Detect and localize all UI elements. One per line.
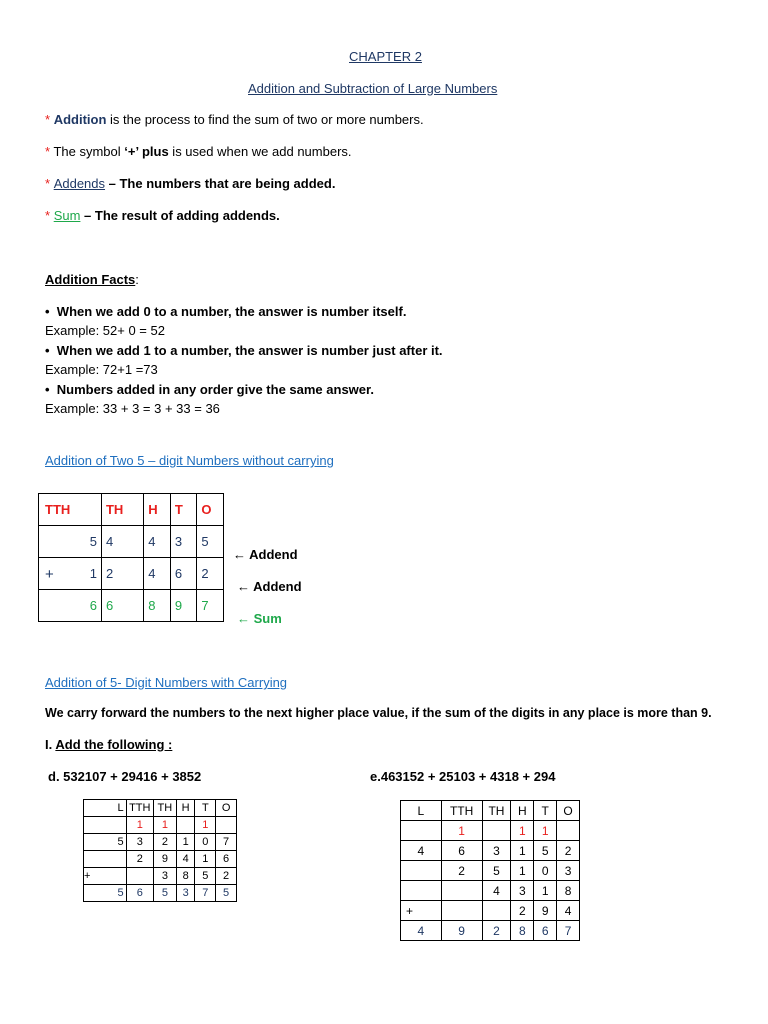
table-row [401, 881, 580, 901]
cell: 1 [176, 834, 195, 851]
cell: 7 [557, 921, 580, 941]
cell [401, 881, 442, 901]
table-row [84, 834, 237, 851]
header-tth: TTH [39, 494, 102, 526]
cell [84, 868, 127, 885]
plus-sign: + [406, 903, 414, 918]
cell: 4 [482, 881, 511, 901]
table-row [39, 526, 224, 558]
header-t: T [195, 800, 216, 817]
table-row [84, 851, 237, 868]
cell: 7 [197, 590, 224, 622]
cell: 5 [482, 861, 511, 881]
cell [401, 901, 442, 921]
table-sum-row [401, 921, 580, 941]
table-header-row [84, 800, 237, 817]
problem-e: e.463152 + 25103 + 4318 + 294 [370, 769, 556, 784]
cell: 5 [84, 885, 127, 902]
cell: 8 [511, 921, 534, 941]
cell [216, 817, 237, 834]
cell: 4 [557, 901, 580, 921]
cell: 2 [511, 901, 534, 921]
table-row [84, 868, 237, 885]
cell: 0 [195, 834, 216, 851]
cell: 1 [441, 821, 482, 841]
cell: 4 [144, 558, 171, 590]
cell [401, 861, 442, 881]
definition-plus-symbol: * The symbol ‘+’ plus is used when we add numbers. [45, 144, 352, 159]
cell: 6 [170, 558, 197, 590]
table-row [401, 861, 580, 881]
header-tth: TTH [126, 800, 153, 817]
cell: 0 [534, 861, 557, 881]
cell: 2 [101, 558, 143, 590]
cell: 9 [441, 921, 482, 941]
table-header-row [39, 494, 224, 526]
definition-addends: * Addends – The numbers that are being added. [45, 176, 336, 191]
cell [126, 868, 153, 885]
table-row [39, 558, 224, 590]
place-value-table-without-carrying [38, 493, 224, 622]
cell: 3 [153, 868, 176, 885]
cell: 8 [144, 590, 171, 622]
problem-d: d. 532107 + 29416 + 3852 [48, 769, 202, 784]
cell: 2 [216, 868, 237, 885]
cell [176, 817, 195, 834]
cell: 6 [39, 590, 102, 622]
cell: 7 [216, 834, 237, 851]
bullet-icon: • [45, 304, 50, 319]
fact-3: • Numbers added in any order give the same answer. [45, 382, 374, 397]
cell: 5 [534, 841, 557, 861]
cell: 8 [557, 881, 580, 901]
cell: 5 [216, 885, 237, 902]
header-t: T [170, 494, 197, 526]
cell: 1 [126, 817, 153, 834]
example-2: Example: 72+1 =73 [45, 362, 158, 377]
cell: 5 [153, 885, 176, 902]
fact-1: • When we add 0 to a number, the answer is number itself. [45, 304, 407, 319]
cell: 3 [170, 526, 197, 558]
header-o: O [557, 801, 580, 821]
carry-row [84, 817, 237, 834]
cell [441, 881, 482, 901]
cell: 2 [441, 861, 482, 881]
cell [401, 821, 442, 841]
bullet-icon: • [45, 382, 50, 397]
cell: 3 [176, 885, 195, 902]
cell: 1 [511, 861, 534, 881]
table-row [401, 901, 580, 921]
place-value-table-d [83, 799, 237, 902]
cell [482, 821, 511, 841]
cell: 4 [176, 851, 195, 868]
section-heading-without-carrying: Addition of Two 5 – digit Numbers without carrying [45, 453, 334, 468]
cell: 1 [511, 841, 534, 861]
place-value-table-e [400, 800, 580, 941]
cell: 6 [126, 885, 153, 902]
cell: 3 [482, 841, 511, 861]
cell: 2 [482, 921, 511, 941]
header-t: T [534, 801, 557, 821]
page-title: Addition and Subtraction of Large Numbers [248, 81, 498, 96]
carry-row [401, 821, 580, 841]
cell [482, 901, 511, 921]
cell: 1 [511, 821, 534, 841]
header-h: H [144, 494, 171, 526]
plus-sign: + [84, 870, 91, 882]
cell: 7 [195, 885, 216, 902]
cell: 4 [401, 841, 442, 861]
cell: 9 [534, 901, 557, 921]
table-sum-row [84, 885, 237, 902]
cell: 2 [126, 851, 153, 868]
cell: 9 [170, 590, 197, 622]
definition-sum: * Sum – The result of adding addends. [45, 208, 280, 223]
header-o: O [216, 800, 237, 817]
cell: 3 [557, 861, 580, 881]
cell: 2 [197, 558, 224, 590]
cell: 5 [39, 526, 102, 558]
cell [84, 817, 127, 834]
header-th: TH [153, 800, 176, 817]
cell: 5 [197, 526, 224, 558]
cell: 5 [195, 868, 216, 885]
header-th: TH [101, 494, 143, 526]
addend-label-1: ← Addend [233, 547, 298, 562]
cell: 8 [176, 868, 195, 885]
cell: 2 [557, 841, 580, 861]
cell: 1 [153, 817, 176, 834]
cell: + 1 [39, 558, 102, 590]
cell: 6 [441, 841, 482, 861]
sum-label: ← Sum [237, 611, 282, 626]
cell: 1 [534, 821, 557, 841]
facts-heading: Addition Facts: [45, 272, 139, 287]
bullet-icon: • [45, 343, 50, 358]
cell [441, 901, 482, 921]
table-row [401, 841, 580, 861]
cell: 6 [534, 921, 557, 941]
example-3: Example: 33 + 3 = 3 + 33 = 36 [45, 401, 220, 416]
cell: 5 [84, 834, 127, 851]
table-sum-row [39, 590, 224, 622]
cell: 4 [401, 921, 442, 941]
table-header-row [401, 801, 580, 821]
definition-addition: * Addition is the process to find the sum of two or more numbers. [45, 112, 424, 127]
cell [84, 851, 127, 868]
header-th: TH [482, 801, 511, 821]
header-h: H [176, 800, 195, 817]
section-heading-with-carrying: Addition of 5- Digit Numbers with Carrying [45, 675, 288, 690]
header-h: H [511, 801, 534, 821]
cell: 9 [153, 851, 176, 868]
cell: 2 [153, 834, 176, 851]
cell: 4 [144, 526, 171, 558]
carry-rule: We carry forward the numbers to the next higher place value, if the sum of the digits in any place is more than 9. [45, 706, 712, 720]
cell: 6 [101, 590, 143, 622]
example-1: Example: 52+ 0 = 52 [45, 323, 165, 338]
plus-sign: + [45, 566, 54, 583]
cell: 1 [195, 817, 216, 834]
cell: 4 [101, 526, 143, 558]
cell: 1 [534, 881, 557, 901]
chapter-heading: CHAPTER 2 [349, 49, 422, 64]
cell: 1 [195, 851, 216, 868]
header-o: O [197, 494, 224, 526]
cell: 3 [126, 834, 153, 851]
cell: 6 [216, 851, 237, 868]
header-l: L [84, 800, 127, 817]
cell: 3 [511, 881, 534, 901]
addend-label-2: ← Addend [237, 579, 302, 594]
cell [557, 821, 580, 841]
fact-2: • When we add 1 to a number, the answer is number just after it. [45, 343, 443, 358]
header-l: L [401, 801, 442, 821]
exercise-heading: I. Add the following : [45, 737, 173, 752]
header-tth: TTH [441, 801, 482, 821]
